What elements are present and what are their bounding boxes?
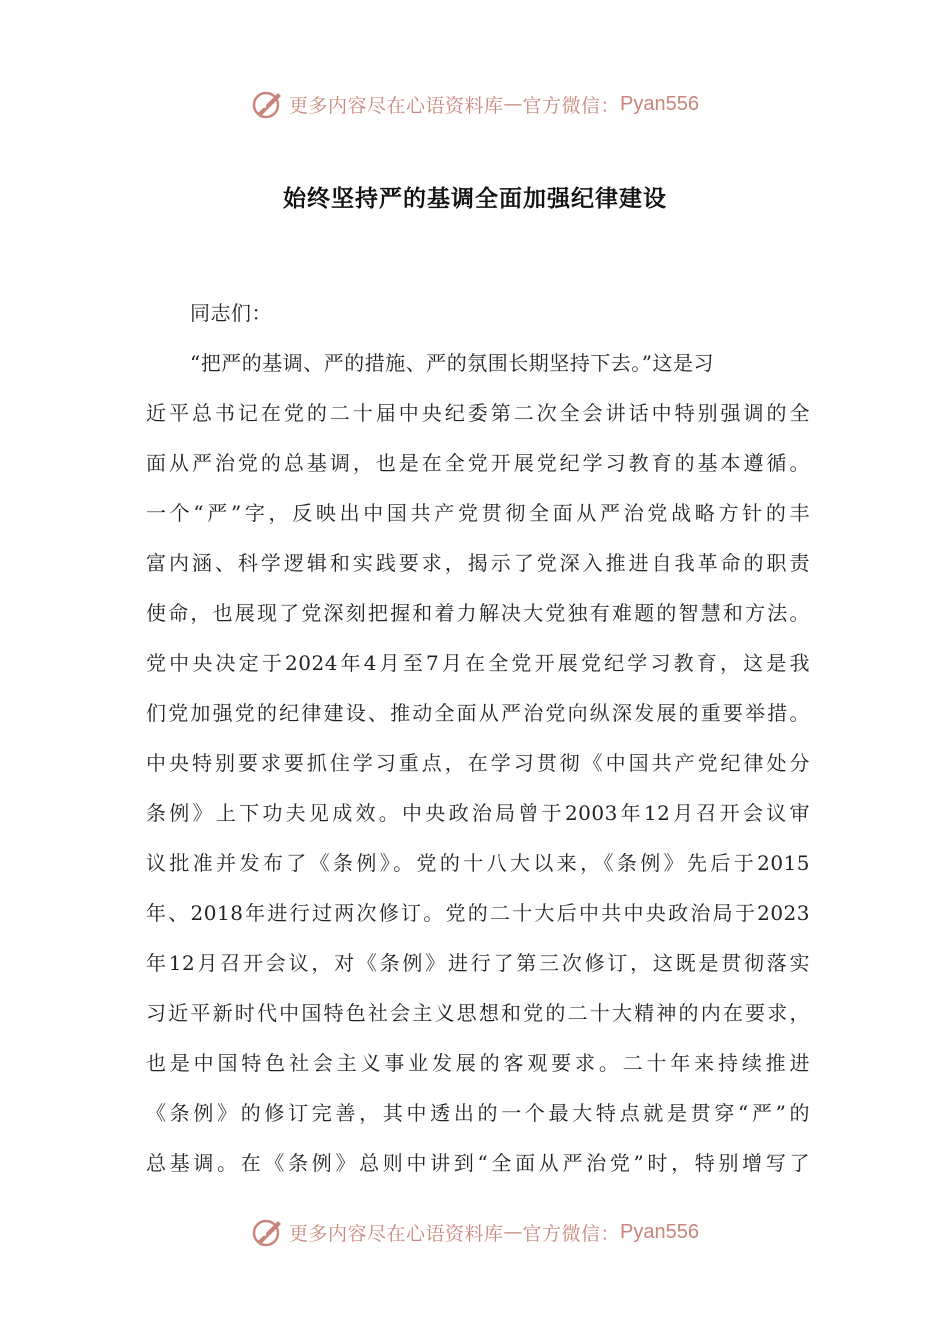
header-watermark xyxy=(0,84,950,124)
paragraph-line: 年、2018年进行过两次修订。党的二十大后中共中央政治局于2023 xyxy=(146,901,810,925)
paragraph-line: 富内涵、科学逻辑和实践要求，揭示了党深入推进自我革命的职责 xyxy=(146,551,810,575)
paragraph-line: 习近平新时代中国特色社会主义思想和党的二十大精神的内在要求， xyxy=(146,1001,810,1025)
watermark-dash: — xyxy=(503,1221,523,1243)
paragraph-line: 党中央决定于2024年4月至7月在全党开展党纪学习教育，这是我 xyxy=(146,651,810,675)
watermark-dash: — xyxy=(503,93,523,115)
document-title: 始终坚持严的基调全面加强纪律建设 xyxy=(283,186,667,212)
watermark-brand-text: 更多内容尽在心语资料库 xyxy=(289,1222,504,1245)
paragraph-line: 一个“严”字，反映出中国共产党贯彻全面从严治党战略方针的丰 xyxy=(146,501,810,525)
pen-logo-icon xyxy=(251,1215,285,1249)
paragraph-line: 条例》上下功夫见成效。中央政治局曾于2003年12月召开会议审 xyxy=(146,801,810,825)
watermark-account: Pyan556 xyxy=(620,1220,699,1243)
watermark-brand-text: 更多内容尽在心语资料库 xyxy=(289,94,504,117)
paragraph-line: 使命，也展现了党深刻把握和着力解决大党独有难题的智慧和方法。 xyxy=(146,601,810,625)
paragraph-line: 也是中国特色社会主义事业发展的客观要求。二十年来持续推进 xyxy=(146,1051,810,1075)
watermark-wechat-label: 官方微信： xyxy=(522,94,621,117)
watermark-wechat-label: 官方微信： xyxy=(522,1222,621,1245)
paragraph-line: 年12月召开会议，对《条例》进行了第三次修订，这既是贯彻落实 xyxy=(146,951,810,975)
watermark-account: Pyan556 xyxy=(620,92,699,115)
paragraph-line: “把严的基调、严的措施、严的氛围长期坚持下去。”这是习 xyxy=(190,351,714,375)
document-body xyxy=(146,288,810,1188)
salutation: 同志们： xyxy=(190,301,272,325)
paragraph-line: 议批准并发布了《条例》。党的十八大以来，《条例》先后于2015 xyxy=(146,851,810,875)
paragraph-line: 中央特别要求要抓住学习重点，在学习贯彻《中国共产党纪律处分 xyxy=(146,751,810,775)
footer-watermark xyxy=(0,1212,950,1252)
paragraph-line: 近平总书记在党的二十届中央纪委第二次全会讲话中特别强调的全 xyxy=(146,401,810,425)
paragraph-line: 总基调。在《条例》总则中讲到“全面从严治党”时，特别增写了 xyxy=(146,1151,810,1175)
paragraph-line: 《条例》的修订完善，其中透出的一个最大特点就是贯穿“严”的 xyxy=(146,1101,810,1125)
paragraph-line: 们党加强党的纪律建设、推动全面从严治党向纵深发展的重要举措。 xyxy=(146,701,810,725)
paragraph-line: 面从严治党的总基调，也是在全党开展党纪学习教育的基本遵循。 xyxy=(146,451,810,475)
pen-logo-icon xyxy=(251,87,285,121)
